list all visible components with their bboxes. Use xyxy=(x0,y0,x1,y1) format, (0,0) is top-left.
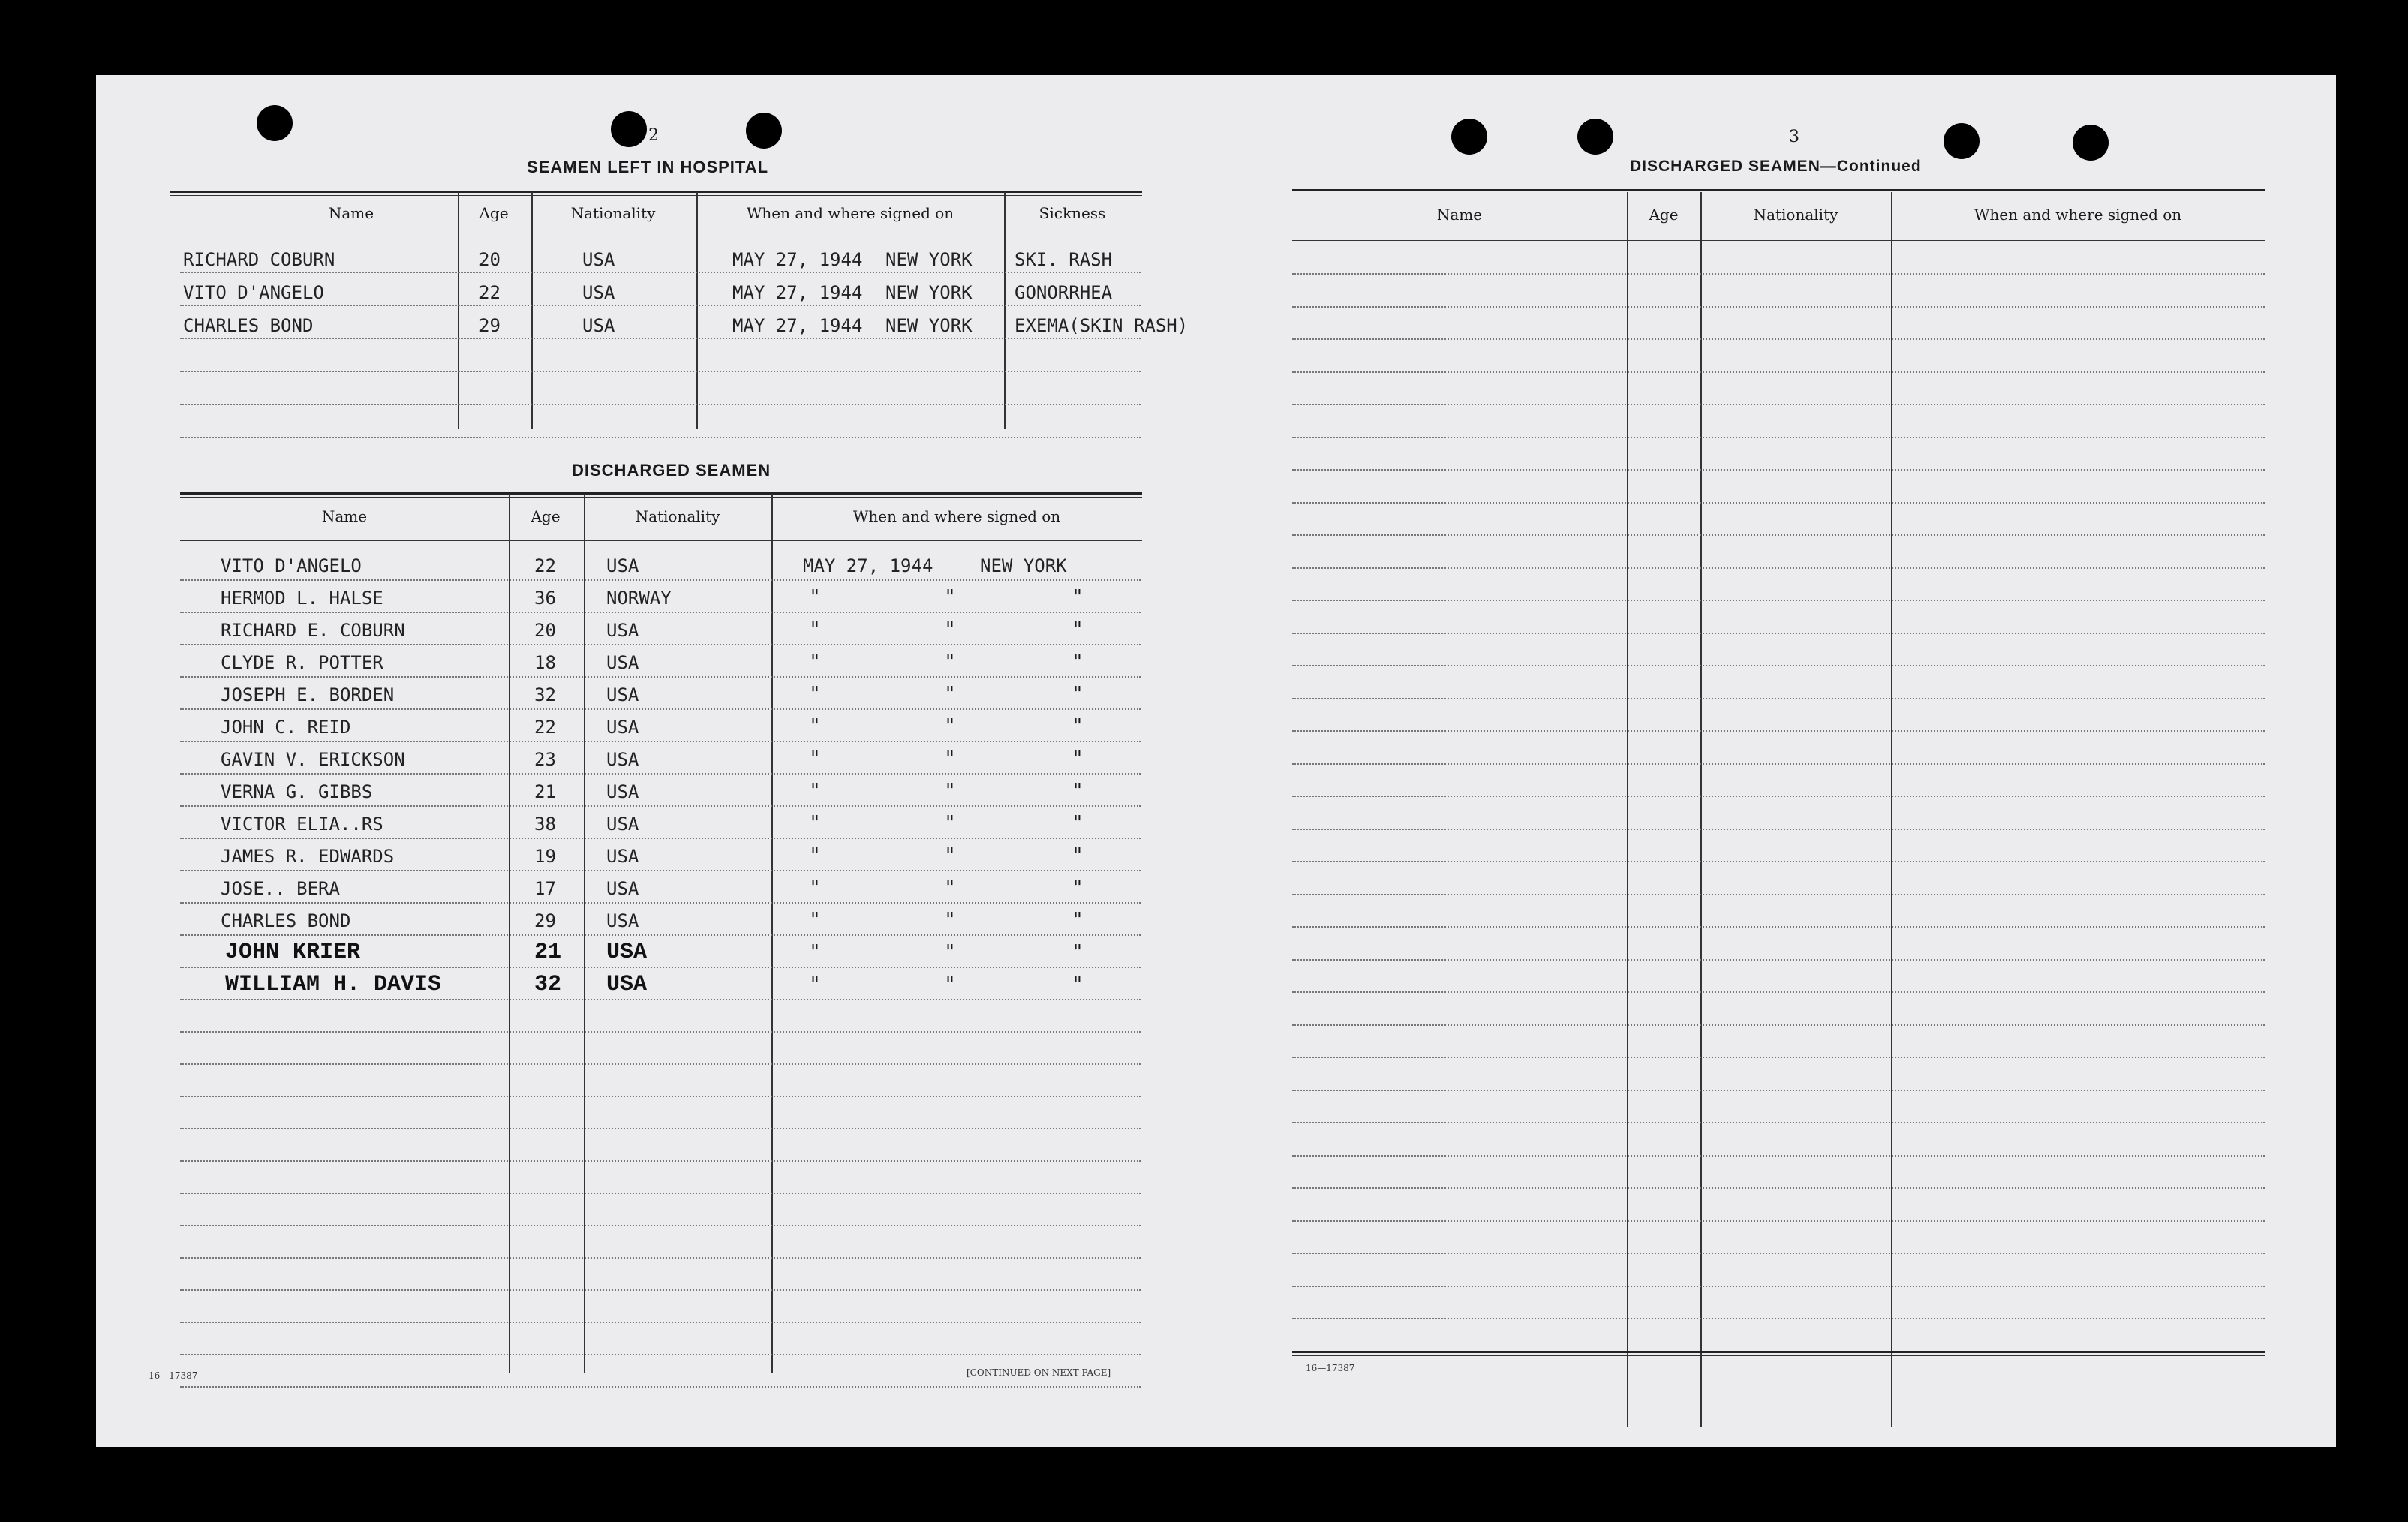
hospital-name: VITO D'ANGELO xyxy=(183,282,324,303)
row-line xyxy=(1292,1090,2265,1091)
column-divider xyxy=(1627,192,1628,1427)
hospital-date: MAY 27, 1944 xyxy=(732,282,863,303)
row-line xyxy=(1292,437,2265,438)
ditto-mark: " xyxy=(1073,683,1082,705)
hospital-age: 22 xyxy=(479,282,501,303)
row-line xyxy=(1292,1155,2265,1157)
ditto-mark: " xyxy=(810,877,819,899)
hospital-age: 29 xyxy=(479,315,501,336)
ditto-mark: " xyxy=(810,715,819,738)
ditto-mark: " xyxy=(945,618,954,641)
discharged-nationality: USA xyxy=(606,717,639,738)
row-line xyxy=(180,272,1141,273)
row-line xyxy=(180,934,1141,936)
discharged-age: 32 xyxy=(534,972,562,997)
ditto-mark: " xyxy=(810,973,819,996)
punch-hole xyxy=(257,105,293,141)
ditto-mark: " xyxy=(945,909,954,931)
table-rule xyxy=(1292,1355,2265,1356)
ditto-mark: " xyxy=(1073,651,1082,673)
column-divider xyxy=(696,192,698,429)
row-line xyxy=(180,741,1141,742)
column-header-name: Name xyxy=(1436,206,1483,224)
discharged-nationality: USA xyxy=(606,781,639,802)
ditto-mark: " xyxy=(1073,780,1082,802)
column-divider xyxy=(1700,192,1702,1427)
discharged-age: 21 xyxy=(534,940,562,965)
discharged-nationality: USA xyxy=(606,620,639,641)
ditto-mark: " xyxy=(1073,618,1082,641)
ditto-mark: " xyxy=(810,941,819,964)
hospital-age: 20 xyxy=(479,249,501,270)
column-header-sickness: Sickness xyxy=(1039,204,1106,222)
row-line xyxy=(1292,600,2265,601)
ditto-mark: " xyxy=(945,941,954,964)
column-header-signed-on: When and where signed on xyxy=(746,204,954,222)
ditto-mark: " xyxy=(810,844,819,867)
row-line xyxy=(1292,371,2265,373)
row-line xyxy=(180,1128,1141,1129)
column-header-nationality: Nationality xyxy=(1753,206,1838,224)
discharged-name: GAVIN V. ERICKSON xyxy=(221,749,405,770)
discharged-name: VITO D'ANGELO xyxy=(221,555,362,576)
row-line xyxy=(1292,730,2265,732)
hospital-name: RICHARD COBURN xyxy=(183,249,335,270)
discharged-name: CHARLES BOND xyxy=(221,910,351,931)
row-line xyxy=(1292,469,2265,471)
ditto-mark: " xyxy=(1073,877,1082,899)
column-divider xyxy=(771,494,773,1373)
discharged-name: VERNA G. GIBBS xyxy=(221,781,373,802)
discharged-nationality: NORWAY xyxy=(606,588,672,609)
row-line xyxy=(1292,665,2265,666)
row-line xyxy=(1292,796,2265,797)
ditto-mark: " xyxy=(1073,909,1082,931)
row-line xyxy=(180,305,1141,306)
column-header-signed-on: When and where signed on xyxy=(1974,206,2182,224)
row-line xyxy=(1292,991,2265,993)
ditto-mark: " xyxy=(810,747,819,770)
row-line xyxy=(180,708,1141,710)
row-line xyxy=(1292,1286,2265,1287)
row-line xyxy=(180,805,1141,807)
row-line xyxy=(180,338,1141,339)
discharged-nationality: USA xyxy=(606,814,639,835)
ditto-mark: " xyxy=(945,715,954,738)
row-line xyxy=(1292,502,2265,504)
ditto-mark: " xyxy=(945,844,954,867)
discharged-nationality: USA xyxy=(606,910,639,931)
page-number: 3 xyxy=(1789,128,1799,146)
discharged-name: WILLIAM H. DAVIS xyxy=(225,972,442,997)
row-line xyxy=(180,1386,1141,1388)
table-rule xyxy=(1292,1351,2265,1353)
row-line xyxy=(180,371,1141,372)
discharged-section-title: DISCHARGED SEAMEN xyxy=(572,461,771,480)
column-header-nationality: Nationality xyxy=(570,204,656,222)
hospital-sickness: GONORRHEA xyxy=(1015,282,1113,303)
row-line xyxy=(180,902,1141,904)
row-line xyxy=(180,676,1141,678)
ditto-mark: " xyxy=(1073,812,1082,835)
row-line xyxy=(180,1257,1141,1259)
column-divider xyxy=(1004,192,1006,429)
table-rule xyxy=(1292,189,2265,191)
row-line xyxy=(1292,698,2265,699)
row-line xyxy=(1292,404,2265,405)
row-line xyxy=(1292,1187,2265,1189)
discharged-age: 29 xyxy=(534,910,556,931)
table-rule xyxy=(170,191,1142,193)
row-line xyxy=(180,644,1141,645)
column-divider xyxy=(458,192,459,429)
row-line xyxy=(180,437,1141,438)
row-line xyxy=(180,1193,1141,1194)
column-header-age: Age xyxy=(531,507,561,525)
discharged-nationality: USA xyxy=(606,878,639,899)
row-line xyxy=(1292,861,2265,862)
discharged-name: JOHN C. REID xyxy=(221,717,351,738)
row-line xyxy=(180,1063,1141,1065)
row-line xyxy=(180,404,1141,405)
discharged-name: JOSE.. BERA xyxy=(221,878,340,899)
row-line xyxy=(1292,273,2265,275)
ditto-mark: " xyxy=(810,683,819,705)
ditto-mark: " xyxy=(810,651,819,673)
row-line xyxy=(180,1096,1141,1097)
ditto-mark: " xyxy=(945,973,954,996)
hospital-place: NEW YORK xyxy=(885,249,973,270)
hospital-place: NEW YORK xyxy=(885,315,973,336)
column-header-name: Name xyxy=(321,507,368,525)
discharged-age: 22 xyxy=(534,717,556,738)
ditto-mark: " xyxy=(810,909,819,931)
discharged-nationality: USA xyxy=(606,972,648,997)
hospital-sickness: EXEMA(SKIN RASH) xyxy=(1015,315,1189,336)
row-line xyxy=(1292,1057,2265,1058)
row-line xyxy=(180,579,1141,581)
discharged-age: 19 xyxy=(534,846,556,867)
discharged-nationality: USA xyxy=(606,652,639,673)
column-divider xyxy=(509,494,510,1373)
ditto-mark: " xyxy=(810,812,819,835)
row-line xyxy=(1292,534,2265,536)
punch-hole xyxy=(1577,119,1613,155)
discharged-age: 18 xyxy=(534,652,556,673)
column-header-age: Age xyxy=(1649,206,1679,224)
punch-hole xyxy=(611,111,647,147)
row-line xyxy=(180,1289,1141,1291)
row-line xyxy=(1292,959,2265,961)
row-line xyxy=(180,1160,1141,1162)
row-line xyxy=(180,999,1141,1000)
ditto-mark: " xyxy=(1073,941,1082,964)
ditto-mark: " xyxy=(1073,973,1082,996)
discharged-age: 23 xyxy=(534,749,556,770)
column-header-age: Age xyxy=(479,204,509,222)
ditto-mark: " xyxy=(1073,844,1082,867)
row-line xyxy=(180,870,1141,871)
form-number: 16—17387 xyxy=(1306,1363,1355,1373)
discharged-age: 32 xyxy=(534,684,556,705)
column-header-nationality: Nationality xyxy=(635,507,720,525)
row-line xyxy=(1292,633,2265,634)
punch-hole xyxy=(2073,125,2109,161)
discharged-nationality: USA xyxy=(606,749,639,770)
ditto-mark: " xyxy=(945,747,954,770)
row-line xyxy=(1292,306,2265,308)
hospital-nationality: USA xyxy=(582,315,615,336)
ditto-mark: " xyxy=(810,780,819,802)
discharged-name: CLYDE R. POTTER xyxy=(221,652,383,673)
ditto-mark: " xyxy=(1073,586,1082,609)
row-line xyxy=(180,1322,1141,1323)
row-line xyxy=(180,773,1141,775)
ditto-mark: " xyxy=(945,812,954,835)
hospital-place: NEW YORK xyxy=(885,282,973,303)
column-divider xyxy=(531,192,533,429)
hospital-section-title: SEAMEN LEFT IN HOSPITAL xyxy=(527,158,769,176)
discharged-signed-place: NEW YORK xyxy=(980,555,1067,576)
ditto-mark: " xyxy=(810,586,819,609)
row-line xyxy=(1292,763,2265,765)
discharged-age: 21 xyxy=(534,781,556,802)
row-line xyxy=(1292,338,2265,340)
ditto-mark: " xyxy=(945,877,954,899)
row-line xyxy=(1292,1220,2265,1222)
table-rule xyxy=(180,492,1142,495)
row-line xyxy=(1292,894,2265,895)
row-line xyxy=(180,612,1141,613)
row-line xyxy=(1292,567,2265,569)
discharged-nationality: USA xyxy=(606,555,639,576)
hospital-sickness: SKI. RASH xyxy=(1015,249,1113,270)
row-line xyxy=(180,838,1141,839)
row-line xyxy=(1292,1122,2265,1123)
discharged-age: 17 xyxy=(534,878,556,899)
row-line xyxy=(180,1354,1141,1355)
column-divider xyxy=(584,494,585,1373)
discharged-age: 38 xyxy=(534,814,556,835)
discharged-name: RICHARD E. COBURN xyxy=(221,620,405,641)
form-number: 16—17387 xyxy=(149,1370,198,1381)
discharged-name: JAMES R. EDWARDS xyxy=(221,846,395,867)
punch-hole xyxy=(1451,119,1487,155)
hospital-nationality: USA xyxy=(582,249,615,270)
row-line xyxy=(180,1225,1141,1226)
discharged-age: 36 xyxy=(534,588,556,609)
column-header-name: Name xyxy=(328,204,374,222)
hospital-date: MAY 27, 1944 xyxy=(732,249,863,270)
ditto-mark: " xyxy=(1073,715,1082,738)
page-number: 2 xyxy=(648,126,659,145)
discharged-name: HERMOD L. HALSE xyxy=(221,588,383,609)
row-line xyxy=(1292,926,2265,928)
row-line xyxy=(1292,1253,2265,1254)
discharged-signed-date: MAY 27, 1944 xyxy=(803,555,933,576)
document-sheet xyxy=(96,75,2336,1447)
row-line xyxy=(1292,1024,2265,1026)
ditto-mark: " xyxy=(1073,747,1082,770)
row-line xyxy=(1292,829,2265,830)
discharged-nationality: USA xyxy=(606,940,648,965)
discharged-name: VICTOR ELIA..RS xyxy=(221,814,383,835)
ditto-mark: " xyxy=(945,651,954,673)
ditto-mark: " xyxy=(810,618,819,641)
ditto-mark: " xyxy=(945,586,954,609)
continued-note: [CONTINUED ON NEXT PAGE] xyxy=(967,1367,1111,1378)
table-rule xyxy=(170,195,1142,196)
discharged-nationality: USA xyxy=(606,684,639,705)
row-line xyxy=(1292,1318,2265,1319)
hospital-name: CHARLES BOND xyxy=(183,315,314,336)
discharged-age: 20 xyxy=(534,620,556,641)
hospital-date: MAY 27, 1944 xyxy=(732,315,863,336)
table-rule xyxy=(1292,240,2265,241)
table-rule xyxy=(180,540,1142,541)
discharged-nationality: USA xyxy=(606,846,639,867)
row-line xyxy=(180,967,1141,968)
discharged-name: JOHN KRIER xyxy=(225,940,361,965)
continued-section-title: DISCHARGED SEAMEN—Continued xyxy=(1630,158,1922,175)
hospital-nationality: USA xyxy=(582,282,615,303)
column-header-signed-on: When and where signed on xyxy=(852,507,1061,525)
discharged-name: JOSEPH E. BORDEN xyxy=(221,684,395,705)
table-rule xyxy=(180,497,1142,498)
row-line xyxy=(180,1031,1141,1033)
punch-hole xyxy=(1944,123,1980,159)
punch-hole xyxy=(746,113,782,149)
discharged-age: 22 xyxy=(534,555,556,576)
column-divider xyxy=(1891,192,1892,1427)
ditto-mark: " xyxy=(945,780,954,802)
ditto-mark: " xyxy=(945,683,954,705)
